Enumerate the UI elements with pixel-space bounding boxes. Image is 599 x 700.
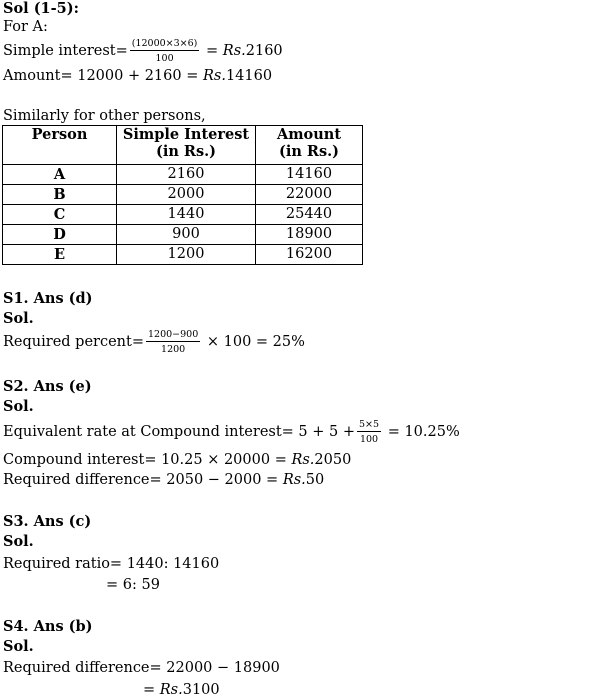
- cell-si: 1440: [117, 205, 256, 225]
- s4-sol: Sol.: [3, 638, 34, 655]
- header-amount-line2: (in Rs.): [278, 143, 340, 160]
- simple-interest-line: [3, 36, 283, 66]
- table-row: [3, 165, 363, 185]
- header-person-line1: Person: [31, 126, 88, 143]
- amount-line: [3, 67, 272, 85]
- cell-si: 1200: [117, 245, 256, 265]
- cell-person: C: [3, 205, 117, 225]
- s1-label: Required percent=: [3, 334, 144, 350]
- s4-value: 3100: [182, 682, 220, 698]
- s2-rate-label: Equivalent rate at Compound interest= 5 + 5 +: [3, 424, 356, 440]
- si-value: 2160: [245, 43, 283, 59]
- s2-diff-line: [3, 471, 324, 489]
- results-table: [2, 125, 363, 265]
- s1-sol: Sol.: [3, 310, 34, 327]
- cell-person: E: [3, 245, 117, 265]
- cell-amount: 18900: [256, 225, 363, 245]
- header-amount: [256, 126, 363, 165]
- s2-diff-value: 50: [305, 472, 325, 488]
- s2-ci-line: [3, 451, 351, 469]
- s2-diff-rs: Rs.: [282, 472, 306, 488]
- s1-answer: S1. Ans (d): [3, 290, 93, 307]
- header-si-line2: (in Rs.): [155, 143, 217, 160]
- header-si-line1: Simple Interest: [122, 126, 250, 143]
- s2-ci-value: 2050: [314, 452, 352, 468]
- si-equals: =: [206, 43, 219, 59]
- si-numerator: (12000×3×6): [131, 38, 198, 49]
- s4-equals: =: [143, 682, 156, 698]
- si-denominator: 100: [155, 53, 174, 64]
- amount-value: 14160: [225, 68, 273, 84]
- s2-rate-line: [3, 417, 460, 447]
- cell-person: A: [3, 165, 117, 185]
- table-row: [3, 225, 363, 245]
- cell-person: D: [3, 225, 117, 245]
- s2-denominator: 100: [359, 434, 379, 445]
- s4-diff-line2: [143, 681, 220, 699]
- table-row: [3, 245, 363, 265]
- amount-rs: Rs.: [202, 68, 226, 84]
- cell-si: 900: [117, 225, 256, 245]
- for-a-label: For A:: [3, 19, 48, 35]
- table-header-row: [3, 126, 363, 165]
- s1-numerator: 1200−900: [147, 329, 199, 340]
- s2-answer: S2. Ans (e): [3, 378, 92, 395]
- s2-ci-rs: Rs.: [291, 452, 315, 468]
- s4-answer: S4. Ans (b): [3, 618, 93, 635]
- si-rs: Rs.: [222, 43, 246, 59]
- s3-ratio-line1: Required ratio= 1440: 14160: [3, 556, 220, 572]
- s1-tail: × 100 = 25%: [206, 334, 305, 350]
- s2-fraction: [357, 419, 381, 445]
- table-row: [3, 205, 363, 225]
- cell-amount: 14160: [256, 165, 363, 185]
- s1-denominator: 1200: [161, 344, 186, 355]
- si-fraction: [130, 38, 200, 64]
- header-simple-interest: [117, 126, 256, 165]
- s2-sol: Sol.: [3, 398, 34, 415]
- similarly-text: Similarly for other persons,: [3, 108, 206, 124]
- s2-numerator: 5×5: [359, 419, 380, 430]
- s1-percent-line: [3, 327, 305, 357]
- solution-heading: Sol (1-5):: [3, 0, 79, 17]
- table-row: [3, 185, 363, 205]
- cell-si: 2160: [117, 165, 256, 185]
- si-label: Simple interest=: [3, 43, 128, 59]
- amount-text: Amount= 12000 + 2160 =: [3, 68, 199, 84]
- s3-ratio-line2: = 6: 59: [106, 577, 160, 593]
- s2-rate-tail: = 10.25%: [387, 424, 460, 440]
- s4-diff-line1: Required difference= 22000 − 18900: [3, 660, 280, 676]
- cell-amount: 22000: [256, 185, 363, 205]
- cell-amount: 16200: [256, 245, 363, 265]
- cell-amount: 25440: [256, 205, 363, 225]
- cell-person: B: [3, 185, 117, 205]
- header-amount-line1: Amount: [276, 126, 342, 143]
- s3-answer: S3. Ans (c): [3, 513, 92, 530]
- s1-fraction: [146, 329, 200, 355]
- s2-diff-text: Required difference= 2050 − 2000 =: [3, 472, 279, 488]
- s4-rs: Rs.: [159, 682, 183, 698]
- s3-sol: Sol.: [3, 533, 34, 550]
- header-person: [3, 126, 117, 165]
- s2-ci-text: Compound interest= 10.25 × 20000 =: [3, 452, 287, 468]
- cell-si: 2000: [117, 185, 256, 205]
